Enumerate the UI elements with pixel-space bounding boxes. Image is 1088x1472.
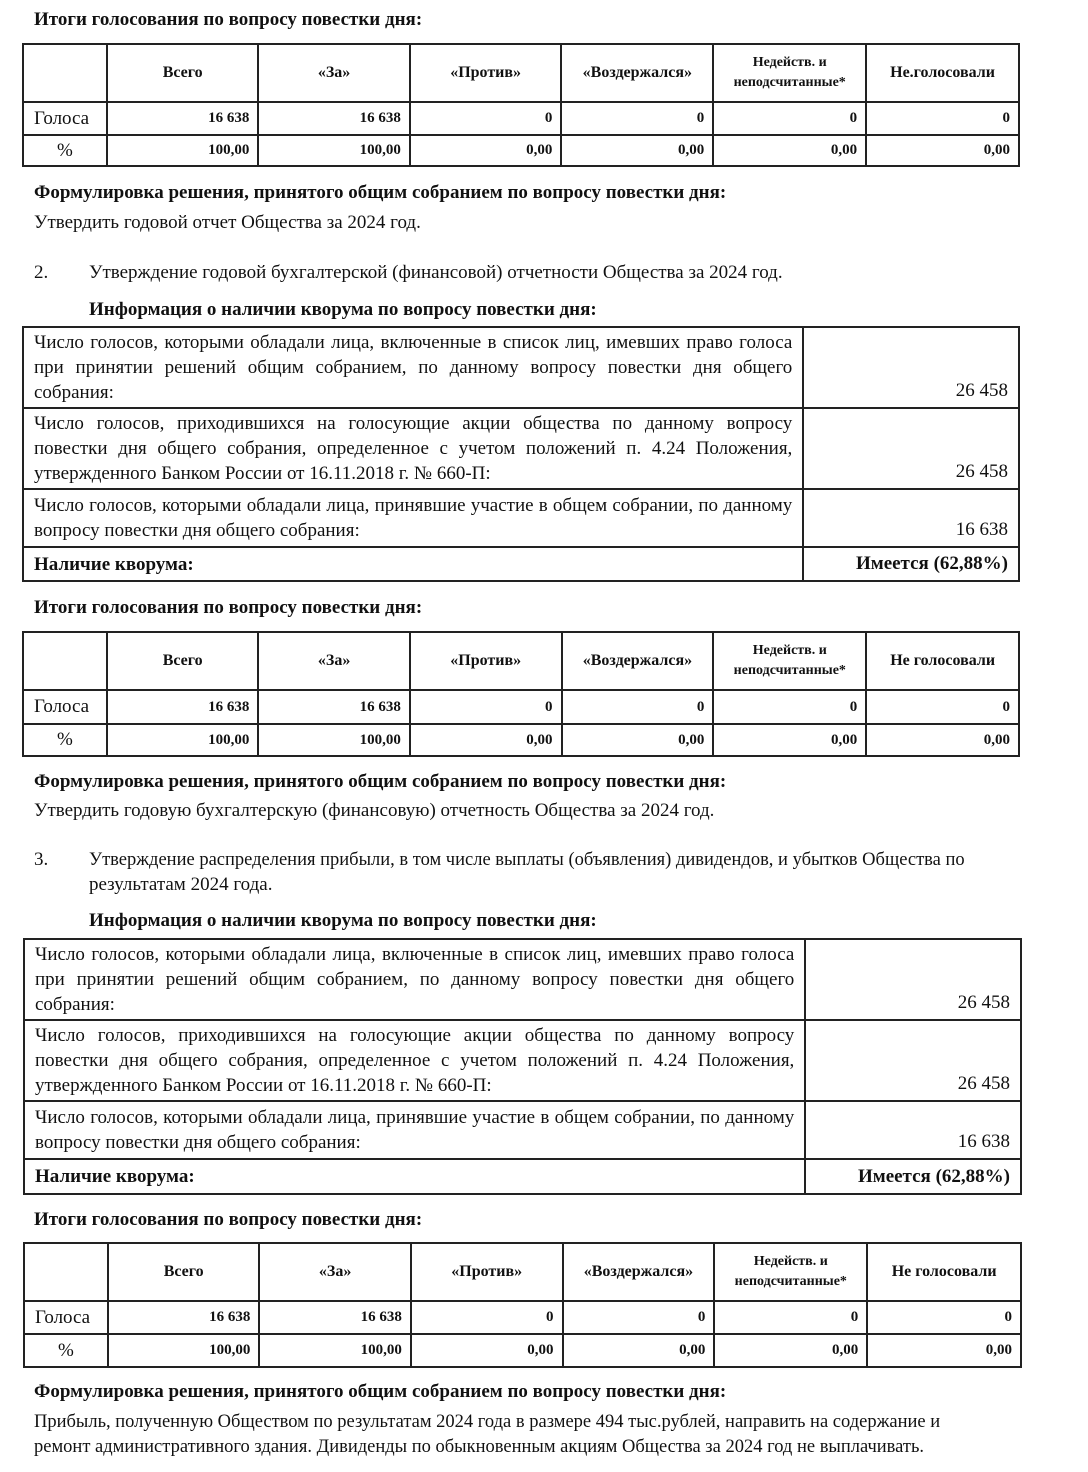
row-label-votes: Голоса <box>24 1301 108 1334</box>
votes-total: 16 638 <box>108 1301 259 1334</box>
votes-abstained: 0 <box>561 102 713 135</box>
header-for: «За» <box>258 44 409 102</box>
quorum-value-voting-shares: 26 458 <box>805 1020 1021 1101</box>
votes-against: 0 <box>410 102 562 135</box>
agenda-item-number: 2. <box>34 262 49 283</box>
pct-against: 0,00 <box>410 724 562 756</box>
pct-abstained: 0,00 <box>561 135 713 166</box>
row-label-percent: % <box>23 135 107 166</box>
pct-for: 100,00 <box>258 724 409 756</box>
pct-not-voted: 0,00 <box>866 135 1019 166</box>
row-label-percent: % <box>23 724 107 756</box>
votes-abstained: 0 <box>562 690 714 724</box>
header-corner <box>24 1243 108 1301</box>
pct-not-voted: 0,00 <box>866 724 1019 756</box>
decision-text: Утвердить годовую бухгалтерскую (финансовую) отчетность Общества за 2024 год. <box>34 800 715 821</box>
header-invalid: Недейств. и неподсчитанные* <box>714 1243 867 1301</box>
header-against: «Против» <box>410 632 562 690</box>
pct-invalid: 0,00 <box>714 1334 867 1367</box>
votes-not-voted: 0 <box>866 690 1019 724</box>
row-label-votes: Голоса <box>23 102 107 135</box>
quorum-presence-value: Имеется (62,88%) <box>805 1159 1021 1194</box>
votes-against: 0 <box>411 1301 563 1334</box>
voting-results-table <box>22 631 1020 757</box>
header-not-voted: Не.голосовали <box>866 44 1019 102</box>
quorum-table <box>22 326 1020 582</box>
voting-results-table <box>23 1242 1022 1368</box>
decision-heading: Формулировка решения, принятого общим собранием по вопросу повестки дня: <box>34 182 727 203</box>
agenda-item-title: Утверждение распределения прибыли, в том числе выплаты (объявления) дивидендов, и убытков Общества по <box>89 850 965 870</box>
pct-not-voted: 0,00 <box>867 1334 1021 1367</box>
quorum-row-participants: Число голосов, которыми обладали лица, принявшие участие в общем собрании, по данному вопросу повестки дня общего собрания: <box>24 1101 805 1159</box>
header-corner <box>23 44 107 102</box>
voting-results-heading: Итоги голосования по вопросу повестки дня: <box>34 1209 423 1230</box>
header-for: «За» <box>259 1243 410 1301</box>
pct-for: 100,00 <box>258 135 409 166</box>
pct-total: 100,00 <box>108 1334 259 1367</box>
header-total: Всего <box>107 44 258 102</box>
header-not-voted: Не голосовали <box>867 1243 1021 1301</box>
header-for: «За» <box>258 632 409 690</box>
votes-not-voted: 0 <box>867 1301 1021 1334</box>
quorum-table <box>23 938 1022 1195</box>
header-invalid: Недейств. и неподсчитанные* <box>713 632 866 690</box>
pct-total: 100,00 <box>107 724 258 756</box>
voting-results-table <box>22 43 1020 167</box>
pct-abstained: 0,00 <box>563 1334 715 1367</box>
quorum-row-list-votes: Число голосов, которыми обладали лица, включенные в список лиц, имевших право голоса при принятии решений общим собранием, по данному вопросу повестки дня общего собрания: <box>23 327 803 408</box>
header-abstained: «Воздержался» <box>561 44 713 102</box>
agenda-item-title-continued: результатам 2024 года. <box>89 874 273 895</box>
header-corner <box>23 632 107 690</box>
header-total: Всего <box>108 1243 259 1301</box>
decision-heading: Формулировка решения, принятого общим собранием по вопросу повестки дня: <box>34 771 727 792</box>
row-label-percent: % <box>24 1334 108 1367</box>
pct-invalid: 0,00 <box>713 135 866 166</box>
quorum-presence-label: Наличие кворума: <box>24 1159 805 1194</box>
agenda-item-title: Утверждение годовой бухгалтерской (финансовой) отчетности Общества за 2024 год. <box>89 262 783 283</box>
quorum-row-voting-shares: Число голосов, приходившихся на голосующие акции общества по данному вопросу повестки дня общего собрания, определенное с учетом положений п. 4.24 Положения, утвержденного Банком России от 16.11.2018 г. № 660-П: <box>23 408 803 489</box>
votes-invalid: 0 <box>714 1301 867 1334</box>
header-total: Всего <box>107 632 258 690</box>
quorum-presence-value: Имеется (62,88%) <box>803 547 1019 581</box>
quorum-value-list-votes: 26 458 <box>803 327 1019 408</box>
votes-for: 16 638 <box>258 102 409 135</box>
quorum-presence-label: Наличие кворума: <box>23 547 803 581</box>
decision-text: Утвердить годовой отчет Общества за 2024 год. <box>34 212 421 233</box>
header-abstained: «Воздержался» <box>562 632 714 690</box>
decision-heading: Формулировка решения, принятого общим собранием по вопросу повестки дня: <box>34 1381 727 1402</box>
quorum-value-participants: 16 638 <box>803 489 1019 547</box>
pct-against: 0,00 <box>411 1334 563 1367</box>
votes-for: 16 638 <box>258 690 409 724</box>
pct-total: 100,00 <box>107 135 258 166</box>
voting-results-heading: Итоги голосования по вопросу повестки дня: <box>34 9 423 30</box>
quorum-info-heading: Информация о наличии кворума по вопросу повестки дня: <box>89 299 597 320</box>
row-label-votes: Голоса <box>23 690 107 724</box>
pct-against: 0,00 <box>410 135 562 166</box>
quorum-info-heading: Информация о наличии кворума по вопросу повестки дня: <box>89 910 597 931</box>
decision-text: Прибыль, полученную Обществом по результатам 2024 года в размере 494 тыс.рублей, направить на содержание и <box>34 1412 941 1432</box>
pct-for: 100,00 <box>259 1334 410 1367</box>
votes-invalid: 0 <box>713 102 866 135</box>
header-abstained: «Воздержался» <box>563 1243 715 1301</box>
header-against: «Против» <box>411 1243 563 1301</box>
header-against: «Против» <box>410 44 562 102</box>
votes-not-voted: 0 <box>866 102 1019 135</box>
votes-invalid: 0 <box>713 690 866 724</box>
quorum-value-participants: 16 638 <box>805 1101 1021 1159</box>
pct-abstained: 0,00 <box>562 724 714 756</box>
votes-for: 16 638 <box>259 1301 410 1334</box>
voting-results-heading: Итоги голосования по вопросу повестки дня: <box>34 597 423 618</box>
header-not-voted: Не голосовали <box>866 632 1019 690</box>
quorum-value-list-votes: 26 458 <box>805 939 1021 1020</box>
votes-abstained: 0 <box>563 1301 715 1334</box>
header-invalid: Недейств. и неподсчитанные* <box>713 44 866 102</box>
pct-invalid: 0,00 <box>713 724 866 756</box>
votes-total: 16 638 <box>107 690 258 724</box>
agenda-item-number: 3. <box>34 849 49 870</box>
decision-text-continued: ремонт административного здания. Дивиденды по обыкновенным акциям Общества за 2024 год не выплачивать. <box>34 1437 925 1457</box>
quorum-row-voting-shares: Число голосов, приходившихся на голосующие акции общества по данному вопросу повестки дня общего собрания, определенное с учетом положений п. 4.24 Положения, утвержденного Банком России от 16.11.2018 г. № 660-П: <box>24 1020 805 1101</box>
votes-total: 16 638 <box>107 102 258 135</box>
quorum-row-participants: Число голосов, которыми обладали лица, принявшие участие в общем собрании, по данному вопросу повестки дня общего собрания: <box>23 489 803 547</box>
quorum-row-list-votes: Число голосов, которыми обладали лица, включенные в список лиц, имевших право голоса при принятии решений общим собранием, по данному вопросу повестки дня общего собрания: <box>24 939 805 1020</box>
votes-against: 0 <box>410 690 562 724</box>
quorum-value-voting-shares: 26 458 <box>803 408 1019 489</box>
